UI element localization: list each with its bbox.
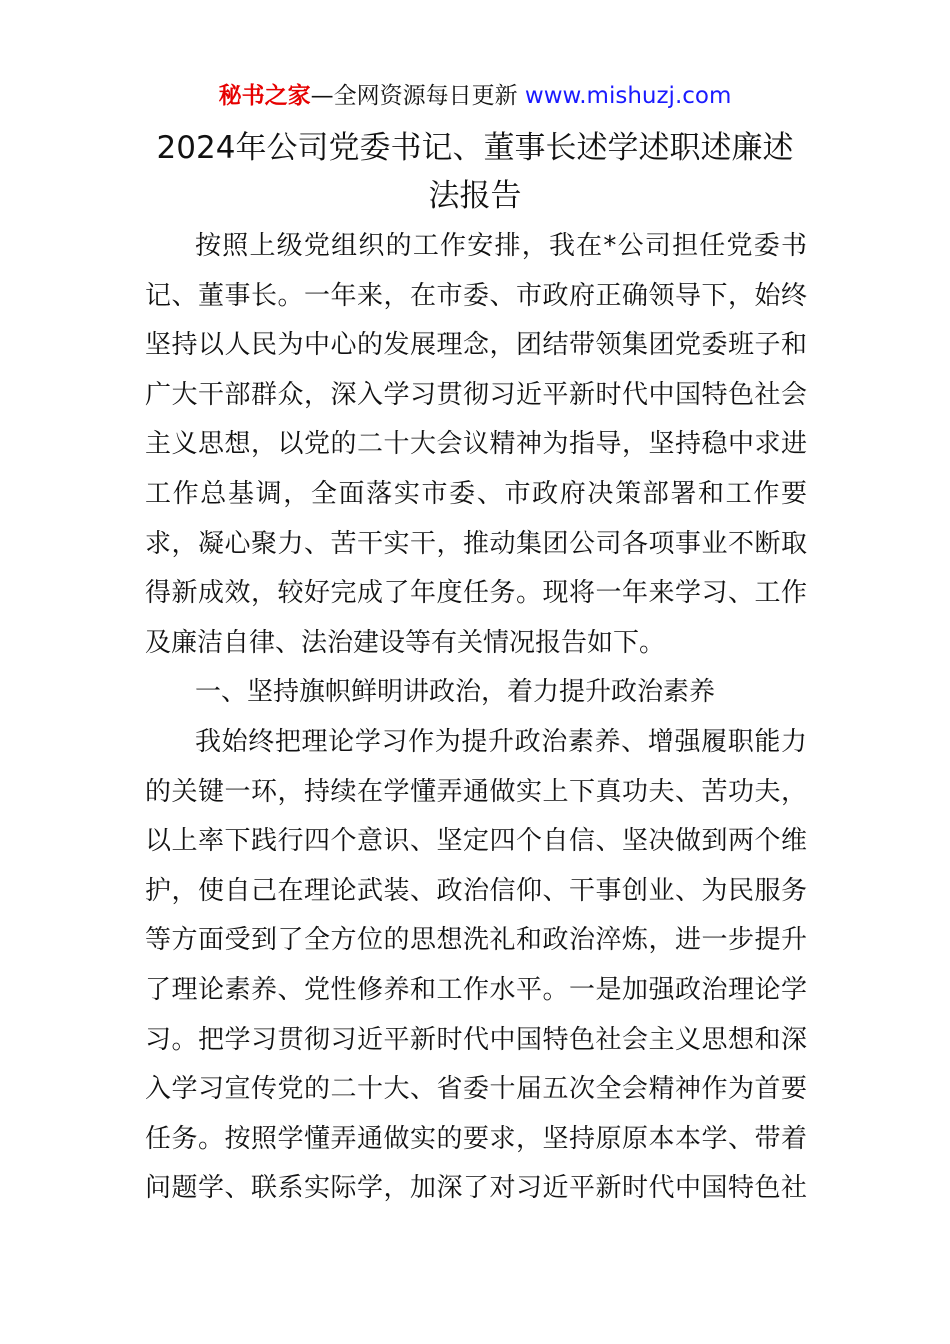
text-line: 问题学、联系实际学，加深了对习近平新时代中国特色社 [145,1173,807,1204]
title-line-2: 法报告 [428,178,522,214]
document-title [120,124,830,220]
text-line: 的关键一环，持续在学懂弄通做实上下真功夫、苦功夫， [145,776,807,807]
text-line: 得新成效，较好完成了年度任务。现将一年来学习、工作 [145,578,807,609]
site-header [0,78,950,114]
text-line: 及廉洁自律、法治建设等有关情况报告如下。 [145,627,666,658]
text-line: 以上率下践行四个意识、坚定四个自信、坚决做到两个维 [145,826,807,857]
text-line: 入学习宣传党的二十大、省委十届五次全会精神作为首要 [145,1074,807,1105]
site-brand: 秘书之家 [218,83,311,109]
site-url[interactable]: www.mishuzj.com [524,83,732,109]
text-line: 我始终把理论学习作为提升政治素养、增强履职能力 [195,726,807,757]
text-line: 广大干部群众，深入学习贯彻习近平新时代中国特色社会 [145,379,807,410]
site-tagline: —全网资源每日更新 [310,83,525,109]
text-line: 主义思想，以党的二十大会议精神为指导，坚持稳中求进 [145,429,807,460]
text-line: 护，使自己在理论武装、政治信仰、干事创业、为民服务 [145,875,807,906]
text-line: 习。把学习贯彻习近平新时代中国特色社会主义思想和深 [145,1024,807,1055]
text-line: 了理论素养、党性修养和工作水平。一是加强政治理论学 [145,974,807,1005]
paragraph-intro [145,222,807,668]
text-line: 求，凝心聚力、苦干实干，推动集团公司各项事业不断取 [145,528,807,559]
text-line: 坚持以人民为中心的发展理念，团结带领集团党委班子和 [145,330,807,361]
text-line: 工作总基调，全面落实市委、市政府决策部署和工作要 [145,478,807,509]
text-line: 任务。按照学懂弄通做实的要求，坚持原原本本学、带着 [145,1123,807,1154]
text-line: 按照上级党组织的工作安排，我在*公司担任党委书 [195,231,807,261]
title-line-1: 2024年公司党委书记、董事长述学述职述廉述 [156,130,794,166]
document-body [145,222,807,1214]
text-line: 等方面受到了全方位的思想洗礼和政治淬炼，进一步提升 [145,925,807,956]
paragraph-section-1 [145,718,807,1214]
text-line: 记、董事长。一年来，在市委、市政府正确领导下，始终 [145,280,807,311]
section-heading: 一、坚持旗帜鲜明讲政治，着力提升政治素养 [195,677,716,708]
